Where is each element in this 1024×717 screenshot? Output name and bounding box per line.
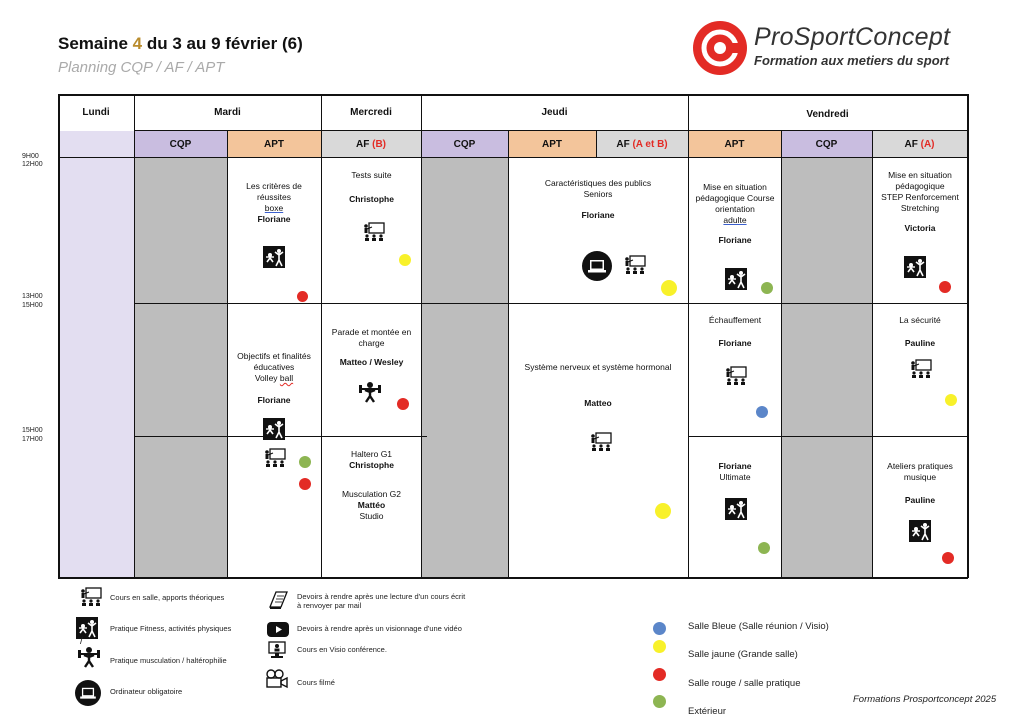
classroom-icon — [624, 255, 646, 275]
classroom-icon — [80, 587, 102, 607]
teacher-name: Victoria — [904, 223, 936, 233]
legend-classroom: Cours en salle, apports théoriques — [110, 593, 225, 602]
session-text: Studio — [359, 511, 384, 521]
computer-icon — [75, 680, 101, 706]
session-text: Mise en situation — [703, 182, 767, 192]
session-jeudi-2 — [509, 362, 687, 409]
teacher-name: Christophe — [349, 460, 394, 470]
session-text: Objectifs et finalités — [237, 351, 311, 361]
classroom-icon — [590, 432, 612, 452]
teacher-name: Floriane — [718, 461, 752, 471]
session-jeudi-1 — [509, 178, 687, 221]
subheader-cqp: CQP — [815, 139, 838, 150]
session-text: éducatives — [253, 362, 295, 372]
session-text: réussites — [256, 192, 291, 202]
legend-visio: Cours en Visio conférence. — [297, 645, 387, 654]
legend-homework-video: Devoirs à rendre après un visionnage d'une vidéo — [297, 624, 462, 633]
teacher-name: Matteo / Wesley — [339, 357, 404, 367]
legend-homework-read — [297, 592, 465, 610]
fitness-icon — [263, 246, 285, 268]
visio-icon — [268, 641, 286, 661]
room-red-dot — [297, 291, 308, 302]
teacher-name: Pauline — [904, 338, 936, 348]
session-mardi-apt-1 — [228, 181, 320, 225]
session-text: pédagogique Course — [695, 193, 775, 203]
grid-line — [134, 94, 135, 578]
session-text: Ateliers pratiques — [887, 461, 953, 471]
subheader-cqp: CQP — [453, 139, 476, 150]
teacher-name: Floriane — [581, 210, 615, 220]
day-header-jeudi: Jeudi — [541, 107, 568, 118]
book-icon — [267, 590, 289, 610]
grid-line — [58, 577, 968, 579]
subheader-apt: APT — [542, 139, 562, 150]
room-yellow-dot — [661, 280, 677, 296]
day-header-mardi: Mardi — [214, 107, 241, 118]
room-red-dot — [299, 478, 311, 490]
session-text: Tests suite — [351, 170, 392, 180]
session-vendredi-af-3 — [873, 461, 967, 506]
session-text: Mise en situation — [888, 170, 952, 180]
weightlifting-icon — [78, 646, 100, 668]
teacher-name: Floriane — [257, 395, 291, 405]
teacher-name: Floriane — [257, 214, 291, 224]
session-text: orientation — [715, 204, 755, 214]
grid-line — [421, 94, 422, 578]
session-text: La sécurité — [899, 315, 941, 325]
room-green-dot — [761, 282, 773, 294]
teacher-name: Mattéo — [357, 500, 386, 510]
session-text: charge — [358, 338, 385, 348]
room-red-dot — [942, 552, 954, 564]
time-label: 15H00 — [22, 302, 43, 309]
cqp-empty-block — [781, 158, 872, 578]
legend-text: Devoirs à rendre après une lecture d'un cours écrit — [297, 592, 466, 601]
legend-green-dot — [653, 695, 666, 708]
subheader-apt: APT — [724, 139, 745, 150]
teacher-name: Floriane — [718, 235, 752, 245]
legend-red-dot — [653, 668, 666, 681]
room-yellow-dot — [945, 394, 957, 406]
teacher-name: Christophe — [349, 194, 394, 204]
fitness-icon — [904, 256, 926, 278]
session-mercredi-3 — [322, 449, 421, 522]
grid-line — [688, 436, 968, 437]
session-text: Stretching — [900, 203, 940, 213]
lundi-column — [58, 131, 134, 578]
footer-credit: Formations Prosportconcept 2025 — [853, 694, 997, 705]
session-text: Échauffement — [708, 315, 762, 325]
session-text: Système nerveux et système hormonal — [524, 362, 672, 372]
day-header-lundi: Lundi — [82, 107, 110, 118]
legend-yellow: Salle jaune (Grande salle) — [688, 649, 798, 660]
session-text: Musculation G2 — [341, 489, 402, 499]
session-text: Les critères de — [246, 181, 302, 191]
fitness-icon — [263, 418, 285, 440]
time-label: 9H00 — [22, 153, 39, 160]
cqp-empty-block — [134, 158, 227, 578]
brand-tagline: Formation aux metiers du sport — [754, 53, 950, 68]
legend-green: Extérieur — [688, 706, 727, 717]
legend-fitness: Pratique Fitness, activités physiques — [110, 624, 232, 633]
fitness-icon — [725, 498, 747, 520]
legend-muscu: Pratique musculation / haltérophilie — [110, 656, 227, 665]
session-vendredi-apt-2 — [689, 315, 781, 349]
classroom-icon — [264, 448, 286, 468]
classroom-icon — [910, 359, 932, 379]
session-text: boxe — [264, 203, 284, 213]
session-text: Ultimate — [719, 472, 751, 482]
teacher-name: Pauline — [904, 495, 936, 505]
room-red-dot — [397, 398, 409, 410]
grid-line — [781, 131, 782, 578]
legend-slash: / — [80, 636, 83, 647]
legend-blue-dot — [653, 622, 666, 635]
session-vendredi-apt-1 — [689, 182, 781, 246]
page-title: Semaine 4 du 3 au 9 février (6) — [58, 34, 303, 53]
time-label: 13H00 — [22, 293, 43, 300]
page-subtitle: Planning CQP / AF / APT — [58, 59, 225, 76]
classroom-icon — [725, 366, 747, 386]
computer-icon — [582, 251, 612, 281]
session-text: STEP Renforcement — [881, 192, 959, 202]
legend-yellow-dot — [653, 640, 666, 653]
session-text: pédagogique — [895, 181, 945, 191]
grid-line — [967, 94, 969, 578]
session-text: Parade et montée en — [331, 327, 412, 337]
session-mardi-apt-2 — [228, 351, 320, 406]
session-text: Volley — [254, 373, 280, 383]
session-vendredi-apt-3 — [689, 461, 781, 483]
legend-blue: Salle Bleue (Salle réunion / Visio) — [688, 621, 829, 632]
session-text: adulte — [723, 215, 747, 225]
session-text: Caractéristiques des publics — [544, 178, 652, 188]
brand-logo-icon — [693, 21, 747, 75]
subheader-af: AF (A) — [904, 139, 935, 150]
subheader-af: AF (A et B) — [616, 139, 668, 150]
subheader-apt: APT — [264, 139, 284, 150]
day-header-mercredi: Mercredi — [350, 107, 392, 118]
teacher-name: Matteo — [584, 398, 612, 408]
classroom-icon — [363, 222, 385, 242]
grid-line — [134, 303, 968, 304]
room-red-dot — [939, 281, 951, 293]
grid-line — [58, 94, 60, 578]
room-green-dot — [299, 456, 311, 468]
session-text: ball — [279, 373, 294, 383]
fitness-icon — [909, 520, 931, 542]
subheader-cqp: CQP — [169, 139, 192, 150]
cqp-empty-block — [421, 158, 508, 578]
session-text: Seniors — [583, 189, 613, 199]
time-label: 15H00 — [22, 427, 43, 434]
weightlifting-icon — [359, 381, 381, 403]
room-green-dot — [758, 542, 770, 554]
camera-icon — [265, 669, 289, 689]
legend-computer: Ordinateur obligatoire — [110, 687, 183, 696]
session-mercredi-2 — [322, 327, 421, 368]
session-text: musique — [903, 472, 937, 482]
session-vendredi-af-1 — [873, 170, 967, 234]
day-header-vendredi: Vendredi — [806, 109, 849, 120]
fitness-icon — [725, 268, 747, 290]
legend-text: à renvoyer par mail — [297, 601, 362, 610]
time-label: 12H00 — [22, 161, 43, 168]
session-vendredi-af-2 — [873, 315, 967, 349]
teacher-name: Floriane — [718, 338, 752, 348]
legend-red: Salle rouge / salle pratique — [688, 678, 801, 689]
room-blue-dot — [756, 406, 768, 418]
time-label: 17H00 — [22, 436, 43, 443]
subheader-af: AF (B) — [356, 139, 386, 150]
session-mercredi-1 — [322, 170, 421, 205]
legend-filmed: Cours filmé — [297, 678, 335, 687]
video-play-icon — [267, 622, 289, 637]
session-text: Haltero G1 — [350, 449, 393, 459]
room-yellow-dot — [399, 254, 411, 266]
room-yellow-dot — [655, 503, 671, 519]
brand-name: ProSportConcept — [754, 23, 951, 51]
